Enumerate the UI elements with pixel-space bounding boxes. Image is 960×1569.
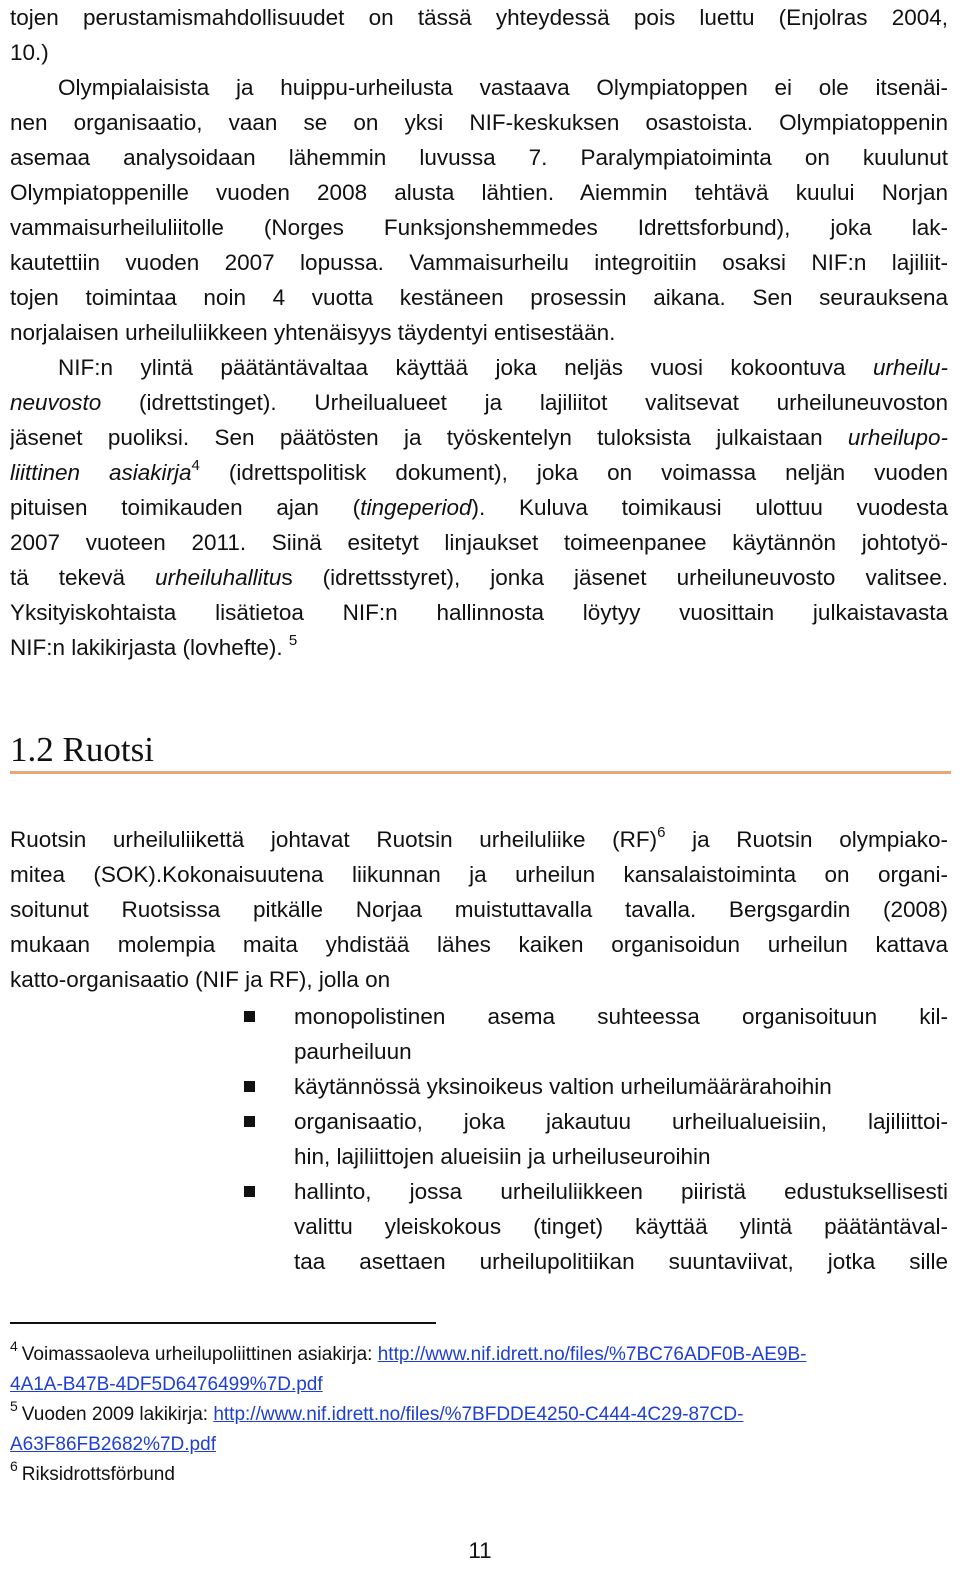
footnote-ref[interactable]: 5 (288, 631, 298, 649)
footnote: $^4$ Voimassaoleva urheilupoliittinen asiakirja: http://www.nif.idrett.no/files/%7BC76ADF0B-AE9B- (10, 1340, 807, 1365)
paragraph-line: soitunut Ruotsissa pitkälle Norjaa muistuttavalla tavalla. Bergsgardin (2008) (10, 897, 948, 922)
paragraph-line: kautettiin vuoden 2007 lopussa. Vammaisurheilu integroitiin osaksi NIF:n lajiliit- (10, 250, 948, 275)
paragraph-line: neuvosto (idrettstinget). Urheilualueet ja lajiliitot valitsevat urheiluneuvoston (10, 390, 948, 415)
footnote-link[interactable]: http://www.nif.idrett.no/files/%7BFDDE4250-C444-4C29-87CD- (213, 1404, 744, 1425)
paragraph-line: tojen toimintaa noin 4 vuotta kestäneen prosessin aikana. Sen seurauksena (10, 285, 948, 310)
paragraph-line: pituisen toimikauden ajan (tingeperiod). Kuluva toimikausi ulottuu vuodesta (10, 495, 948, 520)
paragraph-line: norjalaisen urheiluliikkeen yhtenäisyys täydentyi entisestään. (10, 320, 616, 345)
paragraph-line: tä tekevä urheiluhallitus (idrettsstyret), jonka jäsenet urheiluneuvosto valitsee. (10, 565, 948, 590)
paragraph-line: nen organisaatio, vaan se on yksi NIF-keskuksen osastoista. Olympiatoppenin (10, 110, 948, 135)
page-number: 11 (468, 1538, 492, 1563)
footnote-link[interactable]: A63F86FB2682%7D.pdf (10, 1434, 216, 1455)
list-item-line: paurheiluun (294, 1039, 412, 1064)
list-item-line: hallinto, jossa urheiluliikkeen piiristä edustuksellisesti (294, 1179, 948, 1204)
paragraph-line: katto-organisaatio (NIF ja RF), jolla on (10, 967, 391, 992)
footnote-ref[interactable]: 4 (191, 456, 200, 474)
paragraph-line: liittinen asiakirja$^4$ (idrettspolitisk dokument), joka on voimassa neljän vuoden (10, 456, 948, 485)
footnote-link[interactable]: http://www.nif.idrett.no/files/%7BC76ADF0B-AE9B- (377, 1344, 807, 1365)
footnote-ref[interactable]: 6 (657, 823, 666, 841)
paragraph-line: jäsenet puoliksi. Sen päätösten ja työskentelyn tuloksista julkaistaan urheilupo- (10, 425, 948, 450)
bullet-square-icon (244, 1186, 255, 1197)
paragraph-line: Yksityiskohtaista lisätietoa NIF:n hallinnosta löytyy vuosittain julkaistavasta (10, 600, 948, 625)
paragraph-line: vammaisurheiluliitolle (Norges Funksjonshemmedes Idrettsforbund), joka lak- (10, 215, 948, 240)
list-item-line: organisaatio, joka jakautuu urheilualueisiin, lajiliittoi- (294, 1109, 948, 1134)
bullet-square-icon (244, 1011, 255, 1022)
footnote-separator (10, 1322, 436, 1324)
list-item-line: taa asettaen urheilupolitiikan suuntaviivat, jotka sille (294, 1249, 948, 1274)
section-heading: 1.2 Ruotsi (10, 730, 154, 769)
list-item-line: käytännössä yksinoikeus valtion urheilumäärärahoihin (294, 1074, 832, 1099)
paragraph-line: mukaan molempia maita yhdistää lähes kaiken organisoidun urheilun kattava (10, 932, 948, 957)
paragraph-line: mitea (SOK).Kokonaisuutena liikunnan ja urheilun kansalaistoiminta on organi- (10, 862, 948, 887)
paragraph-line: 2007 vuoteen 2011. Siinä esitetyt linjaukset toimeenpanee käytännön johtotyö- (10, 530, 948, 555)
footnote: $^6$ Riksidrottsförbund (10, 1460, 175, 1485)
paragraph-line: tojen perustamismahdollisuudet on tässä yhteydessä pois luettu (Enjolras 2004, (10, 5, 948, 30)
list-item-line: monopolistinen asema suhteessa organisoituun kil- (294, 1004, 948, 1029)
heading-divider (10, 771, 951, 774)
list-item-line: hin, lajiliittojen alueisiin ja urheiluseuroihin (294, 1144, 711, 1169)
footnote-link[interactable]: 4A1A-B47B-4DF5D6476499%7D.pdf (10, 1374, 323, 1395)
footnote (10, 1430, 950, 1460)
paragraph-line: asemaa analysoidaan lähemmin luvussa 7. Paralympiatoiminta on kuulunut (10, 145, 948, 170)
paragraph-line: Olympialaisista ja huippu-urheilusta vastaava Olympiatoppen ei ole itsenäi- (58, 75, 948, 100)
footnote (10, 1370, 950, 1400)
paragraph-line: NIF:n ylintä päätäntävaltaa käyttää joka neljäs vuosi kokoontuva urheilu- (58, 355, 948, 380)
bullet-square-icon (244, 1081, 255, 1092)
bullet-square-icon (244, 1116, 255, 1127)
footnote: $^5$ Vuoden 2009 lakikirja: http://www.nif.idrett.no/files/%7BFDDE4250-C444-4C29-87CD- (10, 1400, 744, 1425)
paragraph-line: Olympiatoppenille vuoden 2008 alusta lähtien. Aiemmin tehtävä kuului Norjan (10, 180, 948, 205)
paragraph-line: NIF:n lakikirjasta (lovhefte). $^5$ (10, 631, 298, 660)
list-item-line: valittu yleiskokous (tinget) käyttää ylintä päätäntäval- (294, 1214, 948, 1239)
paragraph-line: Ruotsin urheiluliikettä johtavat Ruotsin urheiluliike (RF)$^6$ ja Ruotsin olympiako- (10, 823, 948, 852)
paragraph-line: 10.) (10, 40, 49, 65)
